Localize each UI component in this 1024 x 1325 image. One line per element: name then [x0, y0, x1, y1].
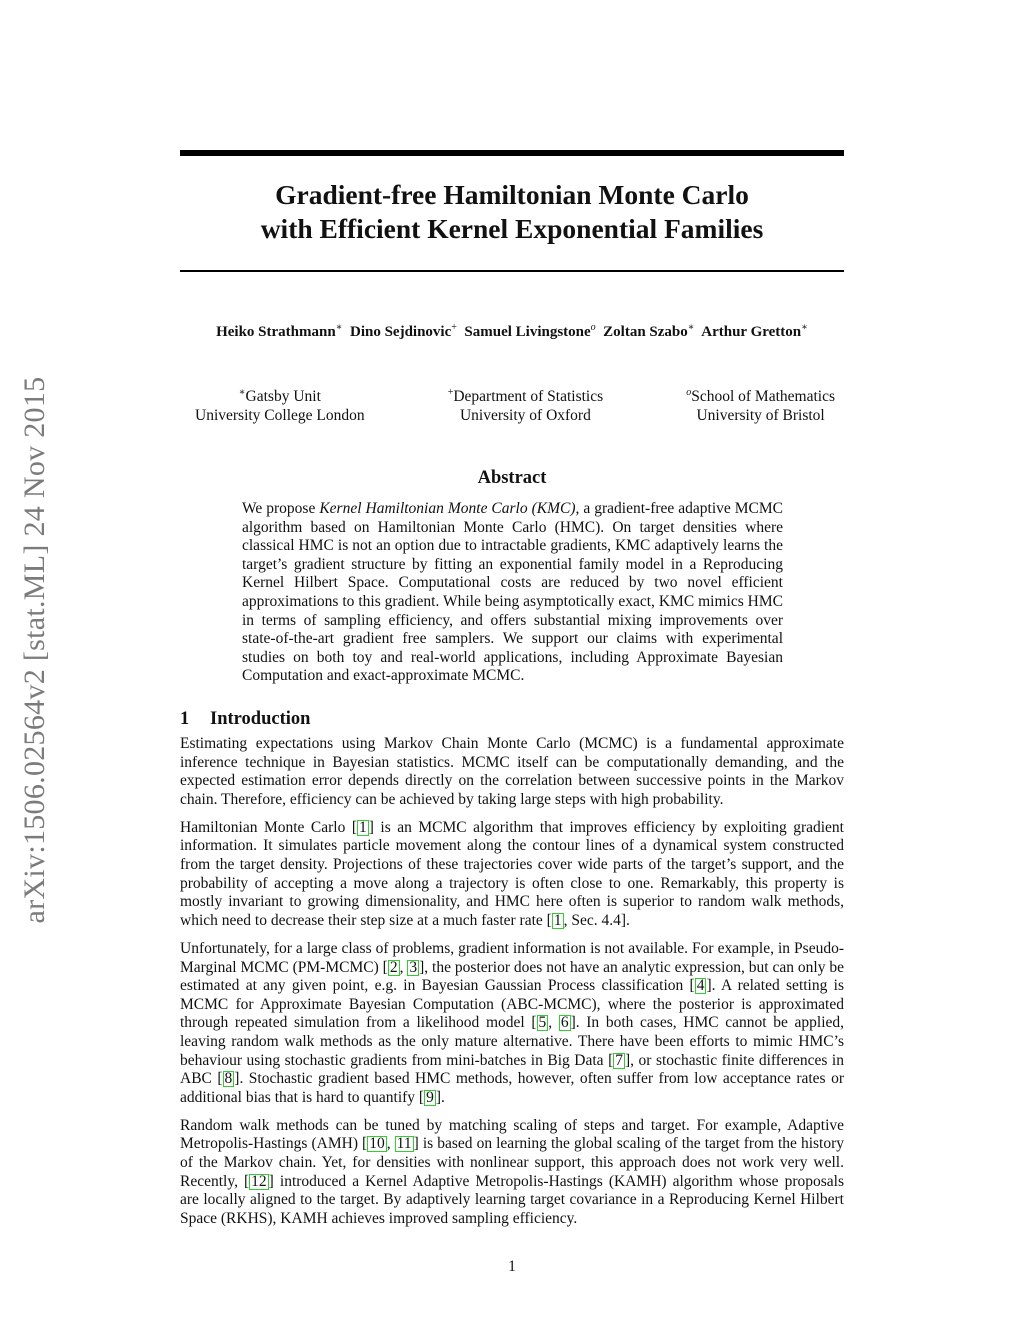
author-list [180, 318, 844, 342]
citation-link[interactable]: 5 [538, 1014, 547, 1032]
citation-link[interactable]: 12 [251, 1172, 267, 1190]
author: Dino Sejdinovic+ [349, 322, 457, 340]
affiliation-bristol: $^o$School of Mathematics University of Bristol [686, 387, 835, 425]
section-heading: 1 Introduction [180, 709, 311, 729]
paragraph-1: Estimating expectations using Markov Chain Monte Carlo (MCMC) is a fundamental approximate inference technique in Bayesian statistics. MCMC itself can be computationally demanding, and the expected estimation error depends directly on the correlation between successive points in the Markov chain. Therefore, efficiency can be achieved by taking large steps with high probability. [180, 735, 844, 808]
author: Arthur Gretton∗ [701, 322, 808, 340]
affiliation-gatsby: ∗Gatsby Unit University College London [195, 387, 365, 425]
citation-link[interactable]: 6 [560, 1014, 569, 1032]
citation-link[interactable]: 7 [615, 1051, 623, 1069]
citation-link[interactable]: 4 [696, 977, 705, 995]
paragraph-2: Hamiltonian Monte Carlo [ 1 ] is an MCMC algorithm that improves efficiency by exploiting gradient information. It simulates particle movement along the contour lines of a dynamical system constructed from the target density. Projections of these trajectories cover wide parts of the target’s support, and the probability of accepting a move along a trajectory is often close to one. Remarkably, this property is mostly invariant to growing dimensionality, and HMC here often is superior to random walk methods, which need to decrease their step size at a much faster rate [ 1 , Sec. 4.4]. [180, 818, 844, 929]
affiliations [195, 383, 835, 425]
citation-link[interactable]: 1 [553, 911, 562, 929]
citation-link[interactable]: 8 [224, 1070, 233, 1088]
citation-link[interactable]: 2 [389, 958, 398, 976]
arxiv-stamp: arXiv:1506.02564v2 [stat.ML] 24 Nov 2015 [18, 376, 51, 924]
paper-title [180, 178, 844, 246]
affiliation-oxford: +Department of Statistics University of Oxford [447, 387, 604, 425]
citation-link[interactable]: 11 [396, 1135, 412, 1153]
abstract-text: We propose Kernel Hamiltonian Monte Carlo (KMC), a gradient-free adaptive MCMC algorithm based on Hamiltonian Monte Carlo (HMC). On target densities where classical HMC is not an option due to intractable gradients, KMC adaptively learns the target’s gradient structure by fitting an exponential family model in a Reproducing Kernel Hilbert Space. Computational costs are reduced by two novel efficient approximations to this gradient. While being asymptotically exact, KMC mimics HMC in terms of sampling efficiency, and offers substantial mixing improvements over state-of-the-art gradient free samplers. We support our claims with experimental studies on both toy and real-world applications, including Approximate Bayesian Computation and exact-approximate MCMC. [242, 500, 783, 685]
title-top-rule [180, 150, 844, 156]
title-line-1: Gradient-free Hamiltonian Monte Carlo [275, 179, 749, 210]
title-line-2: with Efficient Kernel Exponential Families [260, 213, 764, 244]
citation-link[interactable]: 9 [426, 1088, 434, 1106]
author: Heiko Strathmann∗ [216, 322, 343, 340]
introduction-body [180, 735, 844, 1238]
citation-link[interactable]: 3 [409, 958, 418, 976]
citation-link[interactable]: 10 [369, 1135, 385, 1153]
citation-link[interactable]: 1 [359, 818, 367, 836]
author: Zoltan Szabo∗ [603, 322, 695, 340]
page-number: 1 [508, 1258, 516, 1275]
paragraph-4: Random walk methods can be tuned by matching scaling of steps and target. For example, Adaptive Metropolis-Hastings (AMH) [ 10 , 11 ] is based on learning the global scaling of the target from the history of the Markov chain. Yet, for densities with nonlinear support, this approach does not work very well. Recently, [ 12 ] introduced a Kernel Adaptive Metropolis-Hastings (KAMH) algorithm whose proposals are locally aligned to the target. By adaptively learning target covariance in a Reproducing Kernel Hilbert Space (RKHS), KAMH achieves improved sampling efficiency. [180, 1116, 844, 1227]
paragraph-3: Unfortunately, for a large class of problems, gradient information is not available. For example, in Pseudo-Marginal MCMC (PM-MCMC) [ 2 , 3 ], the posterior does not have an analytic expression, but can only be estimated at any given point, e.g. in Bayesian Gaussian Process classification [ 4 ]. A related setting is MCMC for Approximate Bayesian Computation (ABC-MCMC), where the posterior is approximated through repeated simulation from a likelihood model [ 5 , 6 ]. In both cases, HMC cannot be applied, leaving random walk methods as the only mature alternative. There have been efforts to mimic HMC’s behaviour using stochastic gradients from mini-batches in Big Data [ 7 ], or stochastic finite differences in ABC [ 8 ]. Stochastic gradient based HMC methods, however, often suffer from low acceptance rates or additional bias that is hard to quantify [ 9 ]. [180, 939, 845, 1106]
author: Samuel Livingstone$^o$ [464, 322, 596, 340]
title-bottom-rule [180, 270, 844, 272]
abstract-heading: Abstract [477, 468, 547, 488]
